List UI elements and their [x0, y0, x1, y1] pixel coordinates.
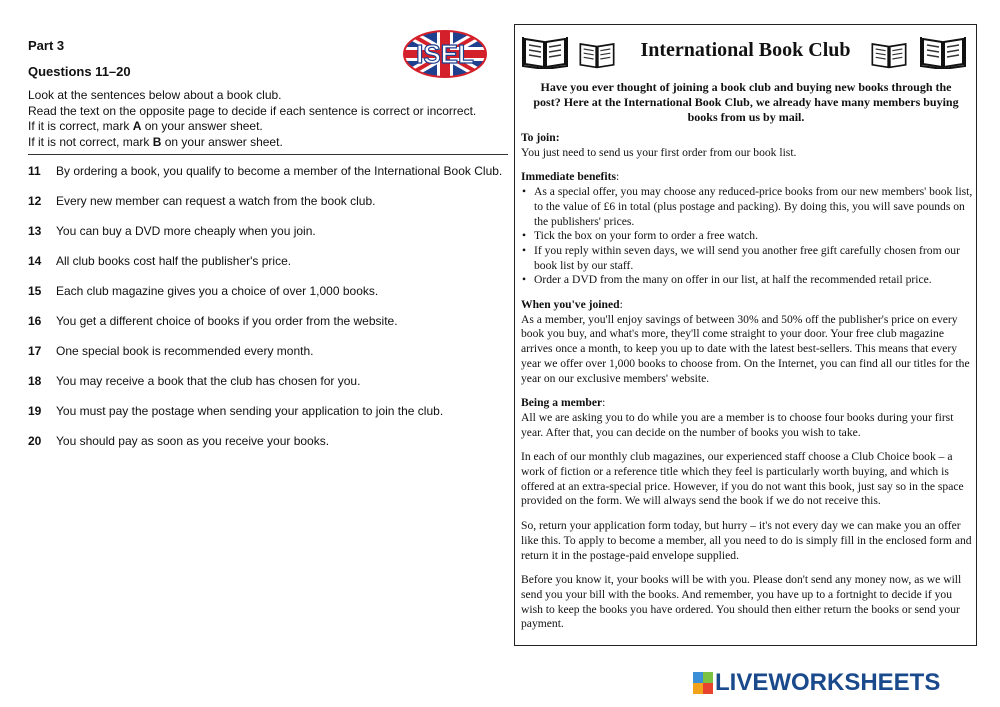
answer-letter: A — [132, 119, 142, 133]
question-text: You must pay the postage when sending your application to join the club. — [56, 404, 444, 418]
question-number: 13 — [28, 224, 42, 238]
questions-range-heading: Questions 11–20 — [28, 64, 131, 79]
instruction-line: Look at the sentences below about a book club. — [28, 88, 282, 102]
liveworksheets-icon — [693, 672, 713, 694]
book-icon — [869, 39, 909, 69]
question-number: 14 — [28, 254, 42, 268]
question-item — [28, 194, 375, 208]
question-number: 17 — [28, 344, 42, 358]
question-number: 12 — [28, 194, 42, 208]
section-joined: When you've joined: As a member, you'll enjoy savings of between 30% and 50% off the publisher's price on every book you buy, and what's more, they'll come straight to your door. Your free club magazine arrives once a month, to keep you up to date with the latest best-sellers. This means that every year we offer over 1,000 books to choose from. On the Internet, you can find all our titles for the year on our exclusive members' website. — [521, 298, 976, 386]
list-item: • Order a DVD from the many on offer in our list, at half the recommended retail price. — [521, 273, 976, 288]
paragraph-before: Before you know it, your books will be with you. Please don't send any money now, as we will send you your bill with the books. And remember, you have up to a fortnight to decide if you wish to keep the books you have ordered. You should then either return the books or send your payment. — [521, 573, 962, 631]
question-text: You should pay as soon as you receive your books. — [56, 434, 330, 448]
question-item — [28, 344, 313, 358]
instruction-line: Read the text on the opposite page to decide if each sentence is correct or incorrect. — [28, 103, 477, 118]
question-number: 15 — [28, 284, 42, 298]
liveworksheets-logo[interactable] — [693, 670, 940, 696]
question-text: Each club magazine gives you a choice of over 1,000 books. — [56, 284, 379, 298]
instructions — [28, 88, 476, 150]
question-number: 11 — [28, 164, 41, 178]
list-item: • As a special offer, you may choose any reduced-price books from our new members' book list, to the value of £6 in total (plus postage and packing). By doing this, you will save pounds on the publishers' prices. — [521, 185, 976, 229]
question-item — [28, 404, 443, 418]
question-text: You can buy a DVD more cheaply when you join. — [56, 224, 316, 238]
section-text: As a member, you'll enjoy savings of between 30% and 50% off the publisher's price on every book you buy, and what's more, they'll come straight to your door. Your free club magazine arrives once a month, to keep you up to date with the latest best-sellers. This means that every year we offer over 1,000 books to choose from. On the Internet, you can find all our titles for the year on our exclusive members' website. — [521, 312, 970, 385]
list-item: • If you reply within seven days, we will send you another free gift carefully chosen from our book list by our staff. — [521, 244, 976, 273]
question-item — [28, 224, 316, 238]
question-item — [28, 434, 329, 448]
question-item — [28, 254, 291, 268]
section-text: All we are asking you to do while you are a member is to choose four books during your first year. After that, you can decide on the number of books you wish to take. — [521, 410, 954, 439]
question-text: Every new member can request a watch from the book club. — [56, 194, 376, 208]
instruction-line: If it is not correct, mark B on your answer sheet. — [28, 134, 283, 149]
question-item — [28, 374, 360, 388]
divider — [28, 154, 508, 155]
instruction-line: If it is correct, mark A on your answer sheet. — [28, 119, 263, 133]
article-intro: Have you ever thought of joining a book club and buying new books through the post? Here at the International Book Club, we already have many members buying books from us by mail. — [533, 80, 959, 124]
section-to-join — [521, 131, 976, 160]
question-item — [28, 314, 398, 328]
question-text: By ordering a book, you qualify to become a member of the International Book Club. — [56, 164, 503, 178]
section-text: You just need to send us your first order from our book list. — [521, 145, 797, 159]
question-number: 19 — [28, 404, 42, 418]
section-heading: Immediate benefits — [521, 170, 616, 184]
section-heading: To join: — [521, 131, 560, 144]
article-box — [514, 24, 977, 646]
benefits-list — [521, 185, 976, 288]
list-item: • Tick the box on your form to order a free watch. — [521, 229, 976, 244]
section-benefits: Immediate benefits: • As a special offer, you may choose any reduced-price books from our new members' book list, to the value of £6 in total (plus postage and packing). By doing this, you will save pounds on the publishers' prices. • Tick the box on your form to order a free watch. • If you reply within seven days, we will send you another free gift carefully chosen from our book list by our staff. • Order a DVD from the many on offer in our list, at half the recommended retail price. — [521, 170, 976, 288]
question-number: 20 — [28, 434, 42, 448]
paragraph-magazine: In each of our monthly club magazines, our experienced staff choose a Club Choice book – a work of fiction or a reference title which they feel is particularly worth buying, and which is offered at an extra-special price. However, if you do not want this book, just say so in the space provided on the form. We will always send the book if we do not receive this. — [521, 450, 964, 508]
question-text: All club books cost half the publisher's price. — [56, 254, 292, 268]
book-icon — [919, 33, 967, 69]
question-text: You may receive a book that the club has chosen for you. — [56, 374, 361, 388]
answer-letter: B — [152, 134, 162, 149]
section-heading: Being a member — [521, 396, 603, 410]
question-item — [28, 164, 502, 178]
question-number: 16 — [28, 314, 42, 328]
question-number: 18 — [28, 374, 42, 388]
section-heading: When you've joined — [521, 298, 620, 312]
brand-text: LIVEWORKSHEETS — [715, 669, 941, 696]
question-text: You get a different choice of books if you order from the website. — [56, 314, 398, 328]
question-text: One special book is recommended every month. — [56, 344, 314, 358]
article-body — [521, 131, 976, 642]
isel-logo — [403, 30, 487, 78]
paragraph-return: So, return your application form today, but hurry – it's not every day we can make you an offer like this. To apply to become a member, all you need to do is simply fill in the enclosed form and return it in the postage-paid envelope supplied. — [521, 519, 972, 562]
article-title: International Book Club — [640, 39, 851, 61]
section-member: Being a member: All we are asking you to do while you are a member is to choose four books during your first year. After that, you can decide on the number of books you wish to take. — [521, 396, 976, 440]
part-heading: Part 3 — [28, 38, 65, 53]
isel-logo-text: ISEL — [416, 39, 474, 69]
question-item — [28, 284, 378, 298]
